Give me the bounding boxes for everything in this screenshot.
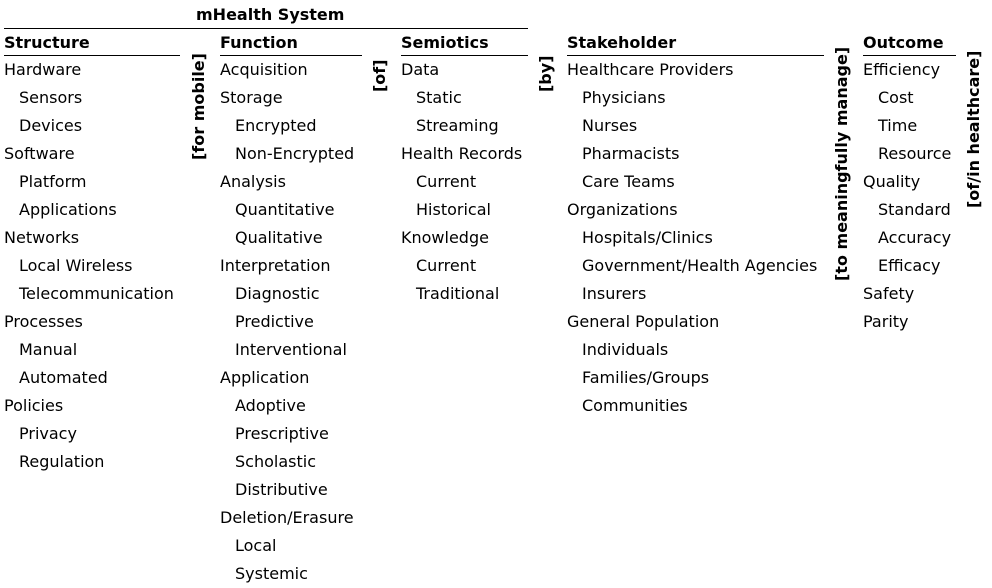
- subcategory-item: Automated: [19, 368, 108, 387]
- semiotics-column: [401, 33, 528, 308]
- subcategory-item: Systemic: [235, 564, 308, 583]
- category-item: Hardware: [4, 60, 82, 79]
- subcategory-item: Care Teams: [582, 172, 675, 191]
- subcategory-item: Telecommunication: [19, 284, 174, 303]
- subcategory-item: Local: [235, 536, 277, 555]
- subcategory-item: Local Wireless: [19, 256, 133, 275]
- category-item: Data: [401, 60, 440, 79]
- subcategory-item: Non-Encrypted: [235, 144, 355, 163]
- title-divider: [4, 28, 528, 29]
- subcategory-item: Government/Health Agencies: [582, 256, 818, 275]
- subcategory-item: Adoptive: [235, 396, 306, 415]
- subcategory-item: Scholastic: [235, 452, 316, 471]
- subcategory-item: Current: [416, 172, 477, 191]
- stakeholder-header: Stakeholder: [567, 33, 824, 56]
- category-item: Deletion/Erasure: [220, 508, 354, 527]
- category-item: Processes: [4, 312, 83, 331]
- category-item: Acquisition: [220, 60, 308, 79]
- category-item: Safety: [863, 284, 915, 303]
- subcategory-item: Physicians: [582, 88, 666, 107]
- subcategory-item: Diagnostic: [235, 284, 320, 303]
- category-item: Networks: [4, 228, 80, 247]
- structure-items: [4, 56, 180, 476]
- subcategory-item: Current: [416, 256, 477, 275]
- outcome-items: [863, 56, 956, 336]
- category-item: Efficiency: [863, 60, 941, 79]
- category-item: Application: [220, 368, 310, 387]
- stakeholder-items: [567, 56, 824, 420]
- subcategory-item: Prescriptive: [235, 424, 329, 443]
- subcategory-item: Standard: [878, 200, 951, 219]
- subcategory-item: Manual: [19, 340, 78, 359]
- subcategory-item: Efficacy: [878, 256, 941, 275]
- subcategory-item: Communities: [582, 396, 688, 415]
- category-item: Healthcare Providers: [567, 60, 734, 79]
- subcategory-item: Static: [416, 88, 462, 107]
- subcategory-item: Time: [878, 116, 918, 135]
- function-column: [220, 33, 362, 588]
- category-item: Analysis: [220, 172, 286, 191]
- subcategory-item: Devices: [19, 116, 83, 135]
- subcategory-item: Interventional: [235, 340, 347, 359]
- category-item: Software: [4, 144, 75, 163]
- subcategory-item: Sensors: [19, 88, 83, 107]
- subcategory-item: Individuals: [582, 340, 669, 359]
- diagram-title: mHealth System: [196, 5, 345, 24]
- structure-column: [4, 33, 180, 476]
- category-item: Storage: [220, 88, 283, 107]
- structure-header: Structure: [4, 33, 180, 56]
- connector-of-in-healthcare: [of/in healthcare]: [964, 50, 983, 208]
- subcategory-item: Insurers: [582, 284, 647, 303]
- subcategory-item: Encrypted: [235, 116, 317, 135]
- subcategory-item: Distributive: [235, 480, 328, 499]
- category-item: General Population: [567, 312, 720, 331]
- subcategory-item: Qualitative: [235, 228, 323, 247]
- category-item: Knowledge: [401, 228, 489, 247]
- connector-for-mobile: [for mobile]: [189, 53, 208, 160]
- subcategory-item: Privacy: [19, 424, 77, 443]
- category-item: Health Records: [401, 144, 523, 163]
- subcategory-item: Quantitative: [235, 200, 335, 219]
- category-item: Parity: [863, 312, 909, 331]
- subcategory-item: Platform: [19, 172, 87, 191]
- subcategory-item: Cost: [878, 88, 914, 107]
- stakeholder-column: [567, 33, 824, 420]
- outcome-column: [863, 33, 956, 336]
- outcome-header: Outcome: [863, 33, 956, 56]
- subcategory-item: Pharmacists: [582, 144, 680, 163]
- category-item: Policies: [4, 396, 64, 415]
- subcategory-item: Resource: [878, 144, 952, 163]
- subcategory-item: Regulation: [19, 452, 105, 471]
- connector-to-meaningfully-manage: [to meaningfully manage]: [832, 46, 851, 281]
- category-item: Quality: [863, 172, 921, 191]
- subcategory-item: Predictive: [235, 312, 314, 331]
- semiotics-header: Semiotics: [401, 33, 528, 56]
- subcategory-item: Accuracy: [878, 228, 952, 247]
- subcategory-item: Traditional: [416, 284, 500, 303]
- subcategory-item: Families/Groups: [582, 368, 710, 387]
- connector-of: [of]: [370, 59, 389, 92]
- subcategory-item: Applications: [19, 200, 117, 219]
- semiotics-items: [401, 56, 528, 308]
- category-item: Organizations: [567, 200, 678, 219]
- connector-by: [by]: [536, 55, 555, 92]
- function-header: Function: [220, 33, 362, 56]
- category-item: Interpretation: [220, 256, 331, 275]
- subcategory-item: Hospitals/Clinics: [582, 228, 713, 247]
- function-items: [220, 56, 362, 588]
- subcategory-item: Streaming: [416, 116, 499, 135]
- subcategory-item: Nurses: [582, 116, 638, 135]
- subcategory-item: Historical: [416, 200, 491, 219]
